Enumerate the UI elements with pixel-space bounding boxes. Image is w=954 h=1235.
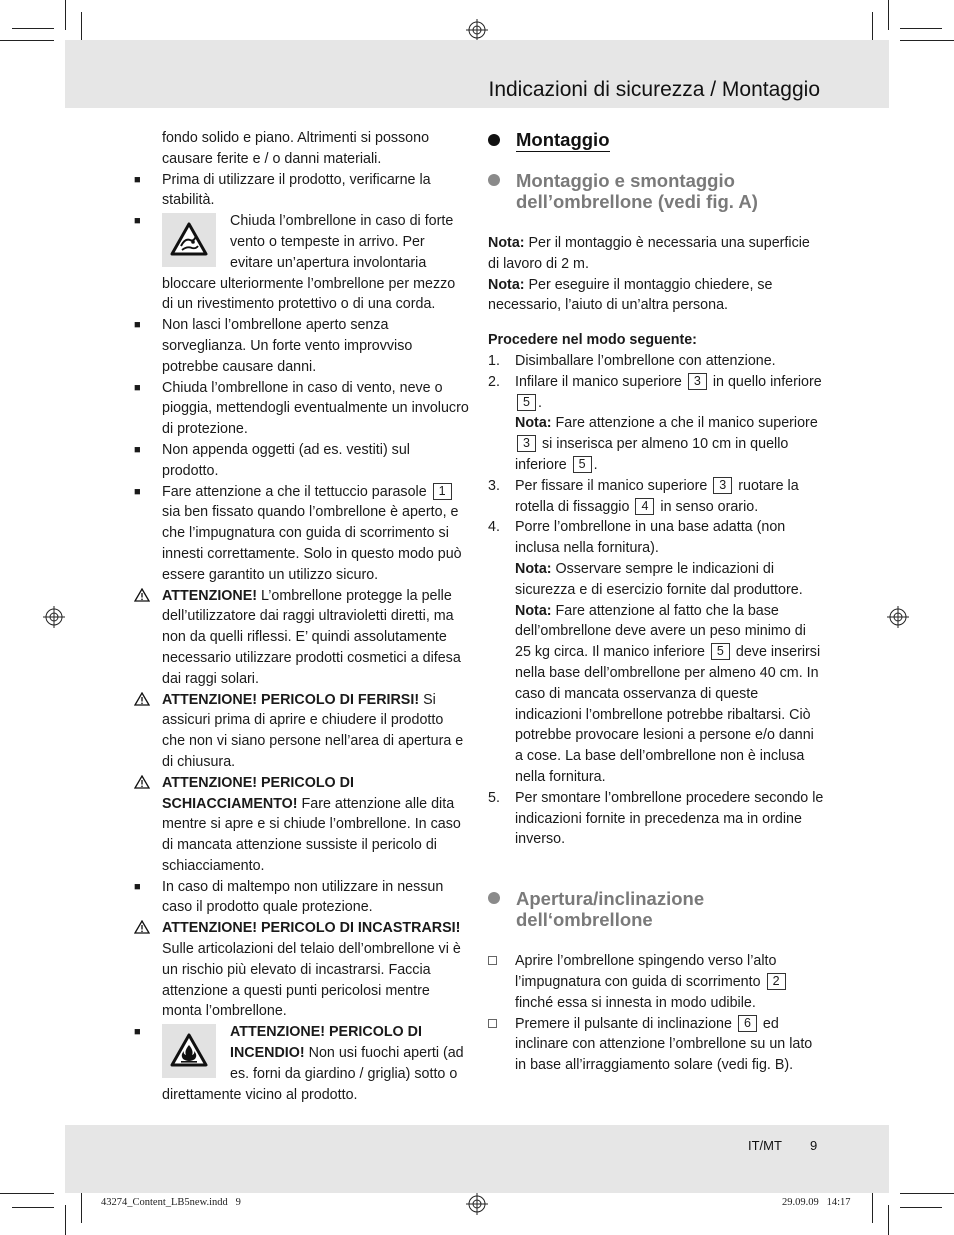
paragraph-text: Non usi fuochi aperti (ad es. forni da giardino / griglia) sotto o direttamente vicino al prodotto. bbox=[162, 1045, 464, 1103]
step-item: 2. Infilare il manico superiore 3 in quello inferiore 5 . Nota: Fare attenzione a che il manico superiore 3 si inserisca per almeno 10 cm in quello inferiore 5 . bbox=[488, 373, 822, 473]
caution-triangle-icon bbox=[134, 775, 150, 789]
step-item bbox=[488, 476, 824, 518]
subsection-heading bbox=[488, 170, 824, 212]
caution-triangle-icon bbox=[134, 588, 150, 602]
bullet-dot-icon bbox=[488, 134, 500, 146]
list-item bbox=[488, 951, 824, 1013]
crop-mark bbox=[900, 28, 942, 29]
list-item bbox=[134, 378, 470, 440]
paragraph-text: Si assicuri prima di aprire e chiudere il prodotto che non vi siano persone nell’area di apertura e di chiusura. bbox=[162, 691, 464, 770]
part-number: 3 bbox=[517, 435, 536, 452]
bullet-dot-icon bbox=[488, 174, 500, 186]
bullet-icon: ■ bbox=[134, 1026, 141, 1039]
print-slug-date: 29.09.09 14:17 bbox=[782, 1197, 851, 1208]
list-item bbox=[134, 315, 470, 377]
procedure-heading: Procedere nel modo seguente: bbox=[488, 332, 697, 349]
note bbox=[488, 233, 824, 275]
crop-mark bbox=[12, 1207, 54, 1208]
paragraph-text: Premere il pulsante di inclinazione bbox=[515, 1015, 732, 1032]
paragraph-text: Fare attenzione alle dita mentre si apre e si chiude l’ombrellone. In caso di mancata attenzione sussiste il pericolo di schiacciamento. bbox=[162, 795, 461, 874]
paragraph-text: Per smontare l’ombrellone procedere secondo le indicazioni fornite in precedenza ma in ordine inverso. bbox=[515, 789, 824, 848]
paragraph-text: Non appenda oggetti (ad es. vestiti) sul prodotto. bbox=[162, 441, 410, 479]
registration-mark-icon bbox=[43, 606, 65, 628]
page-number: 9 bbox=[810, 1138, 818, 1153]
wind-warning-icon bbox=[162, 213, 216, 267]
paragraph-text: in quello inferiore bbox=[712, 373, 822, 390]
part-number: 5 bbox=[517, 394, 536, 411]
paragraph-text: deve inserirsi nella base dell’ombrellone per almeno 40 cm. In caso di mancata osservanza di queste indicazioni l’ombrellone potrebbe ribaltarsi. Ciò potrebbe provocare lesioni a persone e/o danni a cose. La base dell’ombrellone non è inclusa nella fornitura. bbox=[515, 644, 821, 785]
list-item bbox=[134, 211, 470, 315]
list-item bbox=[488, 1014, 824, 1076]
warning-item bbox=[134, 918, 470, 1022]
note bbox=[488, 275, 824, 317]
paragraph-text: Fare attenzione a che il manico superiore bbox=[555, 415, 818, 432]
crop-mark bbox=[888, 0, 889, 30]
list-item bbox=[134, 482, 470, 586]
crop-mark bbox=[900, 1207, 942, 1208]
paragraph-text: Chiuda l’ombrellone in caso di forte vento o tempeste in arrivo. Per evitare un’apertura involontaria bloccare ulteriormente l’ombrellone per mezzo di un rivestimento protettivo o di una corda. bbox=[162, 213, 456, 313]
paragraph-text: finché essa si innesta in modo udibile. bbox=[515, 994, 756, 1011]
note-label: Nota: bbox=[488, 235, 525, 251]
paragraph-text: Chiuda l’ombrellone in caso di vento, neve o pioggia, mettendogli eventualmente un involucro di protezione. bbox=[162, 379, 469, 438]
bullet-icon: ■ bbox=[134, 381, 141, 394]
paragraph-text: Sulle articolazioni del telaio dell’ombrellone vi è un rischio più elevato di incastrarsi. Faccia attenzione a questi punti pericolosi mentre monta l’ombrellone. bbox=[162, 941, 461, 1020]
warning-label: ATTENZIONE! PERICOLO DI INCENDIO! bbox=[230, 1024, 422, 1062]
step-number: 5. bbox=[488, 789, 500, 806]
paragraph-text: Per eseguire il montaggio chiedere, se necessario, l’aiuto di un’altra persona. bbox=[488, 276, 773, 314]
left-column bbox=[134, 128, 470, 1105]
crop-mark bbox=[0, 1193, 54, 1194]
paragraph-text: si inserisca per almeno 10 cm in quello inferiore bbox=[515, 436, 789, 473]
part-number: 6 bbox=[738, 1015, 757, 1032]
crop-mark bbox=[81, 12, 82, 42]
part-number: 1 bbox=[433, 483, 452, 500]
section-heading bbox=[488, 128, 824, 152]
bullet-dot-icon bbox=[488, 892, 500, 904]
paragraph-text: Non lasci l’ombrellone aperto senza sorveglianza. Un forte vento improvviso potrebbe causare danni. bbox=[162, 317, 413, 375]
crop-mark bbox=[65, 0, 66, 30]
paragraph-text: L’ombrellone protegge la pelle dell’utilizzatore dai raggi ultravioletti diretti, ma non da quelli riflessi. E’ quindi assolutamente necessario utilizzare prodotti cosmetici a difesa dai raggi solari. bbox=[162, 587, 461, 687]
subsection-heading bbox=[488, 888, 824, 930]
paragraph-text: sia ben fissato quando l’ombrellone è aperto, e che l’impugnatura con guida di scorrimento si innesti correttamente. Solo in questo modo può essere garantito un utilizzo sicuro. bbox=[162, 504, 462, 583]
paragraph-text: ruotare la rotella di fissaggio bbox=[515, 477, 799, 515]
step-number: 4. bbox=[488, 519, 500, 536]
page-title: Indicazioni di sicurezza / Montaggio bbox=[488, 78, 820, 101]
note-label: Nota: bbox=[515, 560, 552, 577]
footer-band bbox=[65, 1125, 889, 1193]
paragraph-text: fondo solido e piano. Altrimenti si possono causare ferite e / o danni materiali. bbox=[162, 130, 430, 167]
note-label: Nota: bbox=[515, 602, 552, 619]
step-number: 1. bbox=[488, 352, 500, 369]
warning-item bbox=[134, 690, 470, 773]
paragraph-text: Fare attenzione a che il tettuccio parasole bbox=[162, 483, 427, 500]
heading-text: Montaggio bbox=[516, 129, 610, 150]
fire-warning-icon bbox=[162, 1024, 216, 1078]
bullet-icon: ■ bbox=[134, 485, 141, 498]
crop-mark bbox=[900, 40, 954, 41]
paragraph-text: Fare attenzione al fatto che la base dell’ombrellone deve avere un peso minimo di 25 kg circa. Il manico inferiore bbox=[515, 602, 806, 661]
paragraph-text: Infilare il manico superiore bbox=[515, 373, 682, 390]
caution-triangle-icon bbox=[134, 692, 150, 706]
part-number: 5 bbox=[573, 456, 592, 473]
note-label: Nota: bbox=[488, 276, 525, 293]
part-number: 4 bbox=[635, 498, 654, 515]
crop-mark bbox=[12, 28, 54, 29]
warning-label: ATTENZIONE! PERICOLO DI SCHIACCIAMENTO! bbox=[162, 774, 354, 812]
bullet-icon: ■ bbox=[134, 215, 141, 228]
paragraph-text: Prima di utilizzare il prodotto, verificarne la stabilità. bbox=[162, 171, 431, 209]
checkbox-square-icon bbox=[488, 1019, 497, 1028]
step-number: 3. bbox=[488, 477, 500, 494]
warning-label: ATTENZIONE! bbox=[162, 587, 258, 604]
paragraph-text: Per fissare il manico superiore bbox=[515, 477, 708, 494]
step-number: 2. bbox=[488, 373, 500, 390]
crop-mark bbox=[872, 1193, 873, 1223]
checkbox-square-icon bbox=[488, 956, 497, 965]
warning-label: ATTENZIONE! PERICOLO DI FERIRSI! bbox=[162, 691, 420, 708]
paragraph-text: Osservare sempre le indicazioni di sicurezza e di esercizio fornite dal produttore. bbox=[515, 560, 803, 598]
bullet-icon: ■ bbox=[134, 443, 141, 456]
part-number: 3 bbox=[688, 373, 707, 390]
registration-mark-icon bbox=[466, 1193, 488, 1215]
step-item bbox=[488, 517, 824, 787]
list-item bbox=[134, 440, 470, 482]
print-slug-file: 43274_Content_LB5new.indd 9 bbox=[101, 1197, 241, 1208]
crop-mark bbox=[888, 1205, 889, 1235]
heading-text: Apertura/inclinazione dell‘ombrellone bbox=[516, 888, 705, 931]
paragraph-text: ed inclinare con attenzione l’ombrellone su un lato in base all’irraggiamento solare (vedi fig. B). bbox=[515, 1015, 813, 1074]
heading-text: Montaggio e smontaggio dell’ombrellone (vedi fig. A) bbox=[516, 170, 758, 212]
crop-mark bbox=[0, 40, 54, 41]
list-item bbox=[134, 1022, 470, 1105]
bullet-icon: ■ bbox=[134, 173, 141, 186]
crop-mark bbox=[872, 12, 873, 42]
paragraph-text: In caso di maltempo non utilizzare in nessun caso il prodotto quale protezione. bbox=[162, 878, 444, 916]
crop-mark bbox=[81, 1193, 82, 1223]
part-number: 5 bbox=[711, 643, 730, 660]
bullet-icon: ■ bbox=[134, 880, 141, 893]
paragraph-text: Aprire l’ombrellone spingendo verso l’alto l’impugnatura con guida di scorrimento bbox=[515, 953, 777, 990]
step-item bbox=[488, 788, 824, 850]
warning-item bbox=[134, 586, 470, 690]
paragraph-text: Per il montaggio è necessaria una superficie di lavoro di 2 m. bbox=[488, 235, 810, 272]
crop-mark bbox=[900, 1193, 954, 1194]
note-label: Nota: bbox=[515, 415, 552, 432]
part-number: 2 bbox=[767, 973, 786, 990]
paragraph-text: Disimballare l’ombrellone con attenzione. bbox=[515, 352, 776, 369]
right-column bbox=[488, 128, 824, 1076]
paragraph-text: in senso orario. bbox=[660, 498, 759, 515]
list-item bbox=[134, 877, 470, 919]
registration-mark-icon bbox=[466, 19, 488, 41]
bullet-icon: ■ bbox=[134, 319, 141, 332]
warning-item bbox=[134, 773, 470, 877]
step-item bbox=[488, 351, 824, 372]
paragraph-text: Porre l’ombrellone in una base adatta (non inclusa nella fornitura). bbox=[515, 519, 786, 557]
footer-language: IT/MT bbox=[748, 1138, 782, 1153]
warning-label: ATTENZIONE! PERICOLO DI INCASTRARSI! bbox=[162, 920, 461, 937]
part-number: 3 bbox=[713, 477, 732, 494]
crop-mark bbox=[65, 1205, 66, 1235]
list-item bbox=[134, 128, 470, 170]
caution-triangle-icon bbox=[134, 920, 150, 934]
registration-mark-icon bbox=[887, 606, 909, 628]
list-item bbox=[134, 170, 470, 212]
